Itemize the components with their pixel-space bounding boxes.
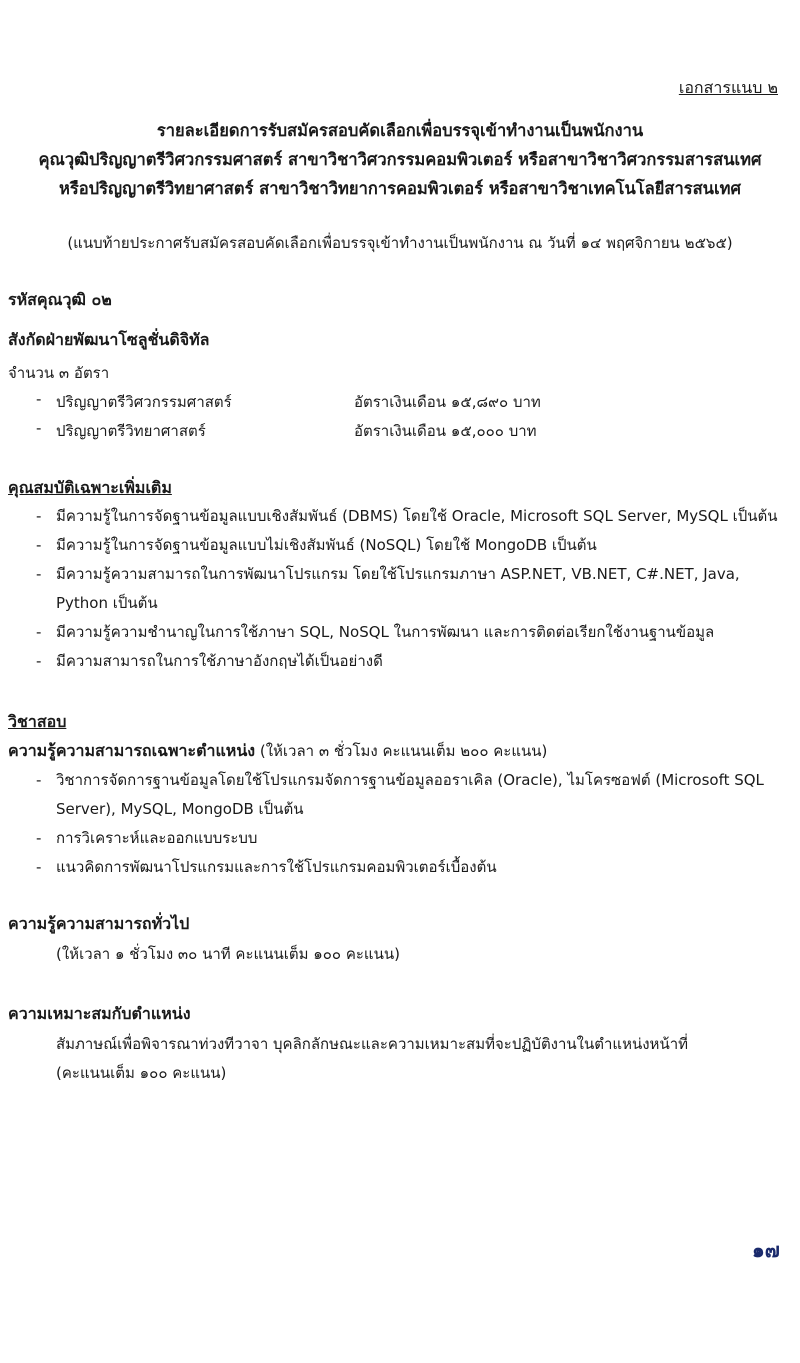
qualifications-list: [36, 502, 796, 676]
list-item-continuation: Python เป็นต้น: [56, 594, 158, 612]
page-number: ๑๗: [752, 1238, 780, 1262]
document-title: [0, 116, 800, 203]
degree-name: ปริญญาตรีวิทยาศาสตร์: [56, 422, 206, 440]
title-line-1: รายละเอียดการรับสมัครสอบคัดเลือกเพื่อบรรจุเข้าทำงานเป็นพนักงาน: [156, 121, 644, 140]
dash-marker: -: [36, 390, 42, 408]
general-exam-title: ความรู้ความสามารถทั่วไป: [8, 914, 190, 933]
list-item: - มีความรู้ในการจัดฐานข้อมูลแบบเชิงสัมพันธ์ (DBMS) โดยใช้ Oracle, Microsoft SQL Server, MySQL เป็นต้น: [36, 507, 778, 525]
specific-exam-list: [36, 766, 796, 882]
list-item: - มีความรู้ความสามารถในการพัฒนาโปรแกรม โดยใช้โปรแกรมภาษา ASP.NET, VB.NET, C#.NET, Java,: [36, 565, 740, 583]
suitability-detail: สัมภาษณ์เพื่อพิจารณาท่วงทีวาจา บุคลิกลักษณะและความเหมาะสมที่จะปฏิบัติงานในตำแหน่งหน้าที่: [56, 1035, 689, 1053]
salary-amount: อัตราเงินเดือน ๑๕,๐๐๐ บาท: [354, 422, 537, 440]
qualifications-heading: คุณสมบัติเฉพาะเพิ่มเติม: [8, 478, 172, 497]
general-exam-detail: (ให้เวลา ๑ ชั่วโมง ๓๐ นาที คะแนนเต็ม ๑๐๐ คะแนน): [56, 945, 400, 963]
list-item: - การวิเคราะห์และออกแบบระบบ: [36, 829, 258, 847]
title-line-2: คุณวุฒิปริญญาตรีวิศวกรรมศาสตร์ สาขาวิชาวิศวกรรมคอมพิวเตอร์ หรือสาขาวิชาวิศวกรรมสารสนเทศ: [38, 150, 762, 169]
announcement-reference: (แนบท้ายประกาศรับสมัครสอบคัดเลือกเพื่อบรรจุเข้าทำงานเป็นพนักงาน ณ วันที่ ๑๔ พฤศจิกายน ๒๕๖๕): [67, 234, 733, 252]
specific-exam-title: ความรู้ความสามารถเฉพาะตำแหน่ง (ให้เวลา ๓ ชั่วโมง คะแนนเต็ม ๒๐๐ คะแนน): [8, 741, 548, 760]
list-item: - มีความสามารถในการใช้ภาษาอังกฤษได้เป็นอย่างดี: [36, 652, 383, 670]
salary-amount: อัตราเงินเดือน ๑๕,๘๙๐ บาท: [354, 393, 541, 411]
list-item-continuation: Server), MySQL, MongoDB เป็นต้น: [56, 800, 304, 818]
list-item: - มีความรู้ความชำนาญในการใช้ภาษา SQL, NoSQL ในการพัฒนา และการติดต่อเรียกใช้งานฐานข้อมูล: [36, 623, 715, 641]
suitability-title: ความเหมาะสมกับตำแหน่ง: [8, 1004, 191, 1023]
suitability-score: (คะแนนเต็ม ๑๐๐ คะแนน): [56, 1064, 227, 1082]
list-item: - วิชาการจัดการฐานข้อมูลโดยใช้โปรแกรมจัดการฐานข้อมูลออราเคิล (Oracle), ไมโครซอฟต์ (Microsoft SQL: [36, 771, 764, 789]
position-count: จำนวน ๓ อัตรา: [8, 364, 110, 382]
title-line-3: หรือปริญญาตรีวิทยาศาสตร์ สาขาวิชาวิทยาการคอมพิวเตอร์ หรือสาขาวิชาเทคโนโลยีสารสนเทศ: [59, 179, 741, 198]
list-item: - แนวคิดการพัฒนาโปรแกรมและการใช้โปรแกรมคอมพิวเตอร์เบื้องต้น: [36, 858, 497, 876]
qualification-code: รหัสคุณวุฒิ ๐๒: [8, 290, 112, 309]
department-name: สังกัดฝ่ายพัฒนาโซลูชั่นดิจิทัล: [8, 330, 210, 349]
exam-heading: วิชาสอบ: [8, 712, 67, 731]
attachment-label: เอกสารแนบ ๒: [678, 78, 778, 97]
dash-marker: -: [36, 419, 42, 437]
degree-name: ปริญญาตรีวิศวกรรมศาสตร์: [56, 393, 232, 411]
list-item: - มีความรู้ในการจัดฐานข้อมูลแบบไม่เชิงสัมพันธ์ (NoSQL) โดยใช้ MongoDB เป็นต้น: [36, 536, 597, 554]
